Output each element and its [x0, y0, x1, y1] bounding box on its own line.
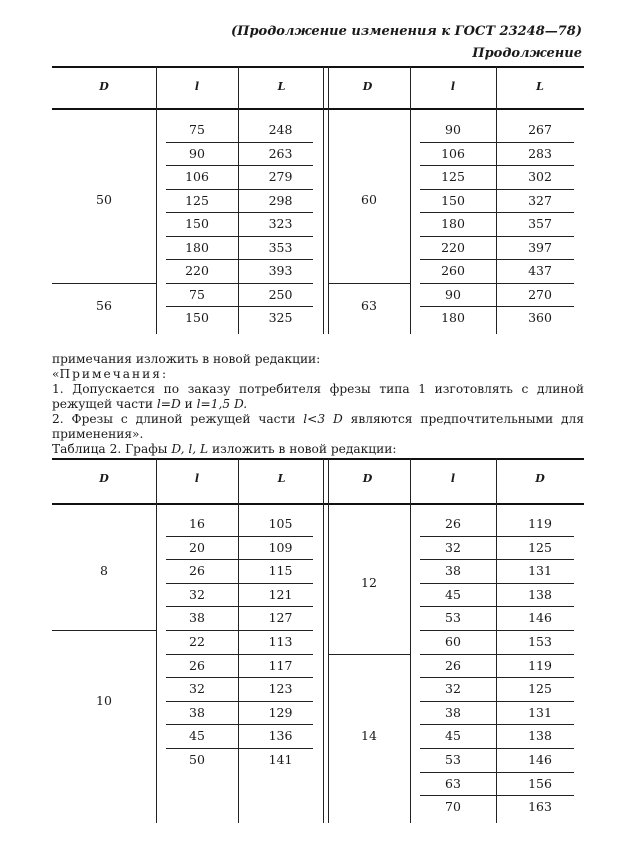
- table-header-rule: [52, 503, 584, 505]
- cell-l: 75: [189, 286, 205, 302]
- row-divider: [166, 654, 313, 655]
- row-divider: [166, 583, 313, 584]
- row-divider: [166, 236, 313, 237]
- cell-L: 437: [528, 263, 552, 278]
- cell-l: 106: [185, 169, 209, 184]
- cell-l: 38: [445, 563, 461, 579]
- cell-l: 220: [441, 239, 465, 255]
- note-1-formula-a: l=D: [156, 397, 181, 411]
- cell-l: 38: [189, 610, 205, 626]
- cell-l: 38: [189, 704, 205, 720]
- cell-L: 136: [268, 728, 293, 744]
- column-header: L: [536, 80, 544, 93]
- cell-l: 220: [185, 263, 209, 278]
- row-divider: [166, 559, 313, 560]
- row-divider: [420, 212, 574, 213]
- row-divider: [420, 142, 574, 143]
- cell-l: 38: [445, 704, 461, 720]
- row-divider: [420, 654, 574, 655]
- row-divider: [166, 165, 313, 166]
- cell-l: 75: [189, 122, 205, 137]
- row-divider: [166, 630, 313, 631]
- note-2-text-a: 2. Фрезы с длиной режущей части: [52, 412, 304, 426]
- notes-block: [52, 352, 584, 457]
- cell-L: 125: [528, 539, 552, 555]
- row-divider: [166, 189, 313, 190]
- row-divider: [420, 748, 574, 749]
- cell-L: 146: [528, 752, 552, 767]
- cell-L: 129: [268, 704, 293, 720]
- cell-L: 146: [528, 610, 552, 626]
- row-divider: [420, 283, 574, 284]
- row-divider: [166, 606, 313, 607]
- cell-l: 180: [441, 310, 465, 325]
- table-header-rule: [52, 108, 584, 110]
- note-2: [52, 412, 584, 442]
- cell-l: 32: [189, 681, 205, 697]
- cell-l: 50: [189, 752, 205, 767]
- group-divider: [328, 283, 410, 284]
- cell-L: 119: [528, 516, 552, 531]
- notes-heading: [52, 367, 584, 382]
- cell-L: 360: [528, 310, 552, 325]
- cell-L: 131: [528, 704, 552, 720]
- cell-L: 117: [268, 657, 293, 673]
- note-1-formula-b: l=1,5 D.: [196, 397, 248, 411]
- cell-L: 115: [268, 563, 293, 579]
- cell-l: 260: [441, 263, 465, 278]
- row-divider: [420, 259, 574, 260]
- cell-L: 393: [268, 263, 293, 278]
- cell-L: 353: [268, 239, 293, 255]
- cell-L: 156: [528, 775, 552, 791]
- cell-D: 63: [361, 298, 377, 313]
- column-header: D: [362, 472, 373, 485]
- cell-L: 127: [268, 610, 293, 626]
- note-1-text-c: и: [180, 397, 197, 411]
- cell-L: 283: [528, 145, 552, 161]
- note-2-formula: l<3 D: [303, 412, 343, 426]
- column-header: D: [362, 80, 373, 93]
- row-divider: [420, 306, 574, 307]
- cell-l: 125: [185, 192, 209, 208]
- cell-l: 150: [441, 192, 465, 208]
- group-divider: [328, 654, 410, 655]
- cell-l: 20: [189, 539, 205, 555]
- row-divider: [420, 236, 574, 237]
- cell-L: 109: [268, 539, 293, 555]
- row-divider: [420, 559, 574, 560]
- row-divider: [420, 724, 574, 725]
- cell-D: 12: [361, 574, 377, 590]
- cell-L: 131: [528, 563, 552, 579]
- row-divider: [420, 583, 574, 584]
- row-divider: [420, 701, 574, 702]
- note-2-text-c: являются предпочтительными для применения».: [52, 412, 584, 441]
- header-title: (Продолжение изменения к ГОСТ 23248—78): [231, 24, 582, 39]
- cell-l: 45: [445, 728, 461, 744]
- column-header: D: [535, 472, 545, 485]
- note-1-text-a: 1. Допускается по заказу потребителя фрезы типа 1 изготовлять с длиной режущей части: [52, 382, 584, 411]
- cell-L: 270: [528, 286, 552, 302]
- cell-L: 302: [528, 169, 552, 184]
- row-divider: [166, 212, 313, 213]
- notes-quote: «: [52, 367, 60, 381]
- cell-D: 56: [96, 298, 112, 313]
- note-1: [52, 382, 584, 412]
- cell-l: 106: [441, 145, 465, 161]
- column-header: l: [450, 472, 456, 485]
- cell-L: 397: [528, 239, 552, 255]
- cell-l: 150: [185, 216, 209, 231]
- cell-l: 45: [445, 586, 461, 602]
- table2-instruction: [52, 442, 584, 457]
- cell-L: 105: [268, 516, 293, 531]
- cell-L: 119: [528, 657, 552, 673]
- cell-L: 263: [268, 145, 293, 161]
- cell-L: 357: [528, 216, 552, 231]
- notes-title: Примечания:: [59, 367, 169, 381]
- cell-L: 153: [528, 634, 552, 649]
- cell-L: 138: [528, 728, 552, 744]
- cell-D: 10: [96, 692, 112, 708]
- table-top-rule: [52, 458, 584, 460]
- row-divider: [420, 795, 574, 796]
- column-header: l: [194, 80, 200, 93]
- cell-l: 26: [445, 516, 461, 531]
- cell-L: 113: [268, 634, 293, 649]
- column-header: D: [99, 472, 109, 485]
- row-divider: [166, 142, 313, 143]
- row-divider: [420, 606, 574, 607]
- cell-L: 298: [268, 192, 293, 208]
- row-divider: [420, 630, 574, 631]
- table2-instr-a: Таблица 2. Графы: [52, 442, 172, 456]
- cell-L: 125: [528, 681, 552, 697]
- cell-l: 90: [445, 286, 461, 302]
- cell-L: 325: [268, 310, 293, 325]
- row-divider: [166, 701, 313, 702]
- row-divider: [420, 189, 574, 190]
- cell-L: 327: [528, 192, 552, 208]
- table-top-rule: [52, 66, 584, 68]
- column-header: l: [194, 472, 200, 485]
- cell-l: 16: [189, 516, 205, 531]
- cell-L: 138: [528, 586, 552, 602]
- table-double-line: [323, 458, 329, 823]
- cell-l: 70: [445, 799, 461, 815]
- cell-l: 32: [445, 681, 461, 697]
- row-divider: [420, 677, 574, 678]
- cell-L: 250: [268, 286, 293, 302]
- cell-L: 123: [268, 681, 293, 697]
- cell-L: 141: [268, 752, 293, 767]
- cell-l: 90: [189, 145, 205, 161]
- group-divider: [52, 630, 156, 631]
- group-divider: [52, 283, 156, 284]
- row-divider: [420, 165, 574, 166]
- cell-l: 45: [189, 728, 205, 744]
- cell-D: 14: [361, 728, 377, 744]
- row-divider: [166, 748, 313, 749]
- cell-l: 125: [441, 169, 465, 184]
- row-divider: [166, 677, 313, 678]
- row-divider: [166, 306, 313, 307]
- column-header: L: [277, 80, 286, 93]
- row-divider: [420, 772, 574, 773]
- cell-l: 53: [445, 610, 461, 626]
- cell-l: 150: [185, 310, 209, 325]
- cell-l: 26: [445, 657, 461, 673]
- cell-D: 8: [100, 563, 108, 578]
- cell-l: 180: [185, 239, 209, 255]
- cell-L: 267: [528, 122, 552, 137]
- row-divider: [166, 536, 313, 537]
- column-header: l: [450, 80, 456, 93]
- cell-D: 60: [361, 192, 377, 208]
- cell-l: 32: [445, 539, 461, 555]
- cell-L: 279: [268, 169, 293, 184]
- cell-L: 248: [268, 122, 293, 137]
- cell-D: 50: [96, 192, 112, 208]
- row-divider: [166, 724, 313, 725]
- cell-l: 26: [189, 657, 205, 673]
- row-divider: [420, 536, 574, 537]
- cell-l: 53: [445, 752, 461, 767]
- cell-l: 180: [441, 216, 465, 231]
- row-divider: [166, 259, 313, 260]
- column-header: D: [99, 80, 109, 93]
- table2-instr-c: изложить в новой редакции:: [208, 442, 397, 456]
- cell-L: 163: [528, 799, 552, 815]
- cell-l: 22: [189, 634, 205, 649]
- cell-L: 121: [268, 586, 293, 602]
- cell-l: 26: [189, 563, 205, 579]
- cell-l: 90: [445, 122, 461, 137]
- cell-l: 32: [189, 586, 205, 602]
- column-header: L: [277, 472, 286, 485]
- cell-l: 63: [445, 775, 461, 791]
- cell-L: 323: [268, 216, 293, 231]
- row-divider: [166, 283, 313, 284]
- cell-l: 60: [445, 634, 461, 649]
- header-continued: Продолжение: [472, 46, 582, 61]
- notes-intro: примечания изложить в новой редакции:: [52, 352, 321, 366]
- table2-instr-cols: D, l, L: [171, 442, 209, 456]
